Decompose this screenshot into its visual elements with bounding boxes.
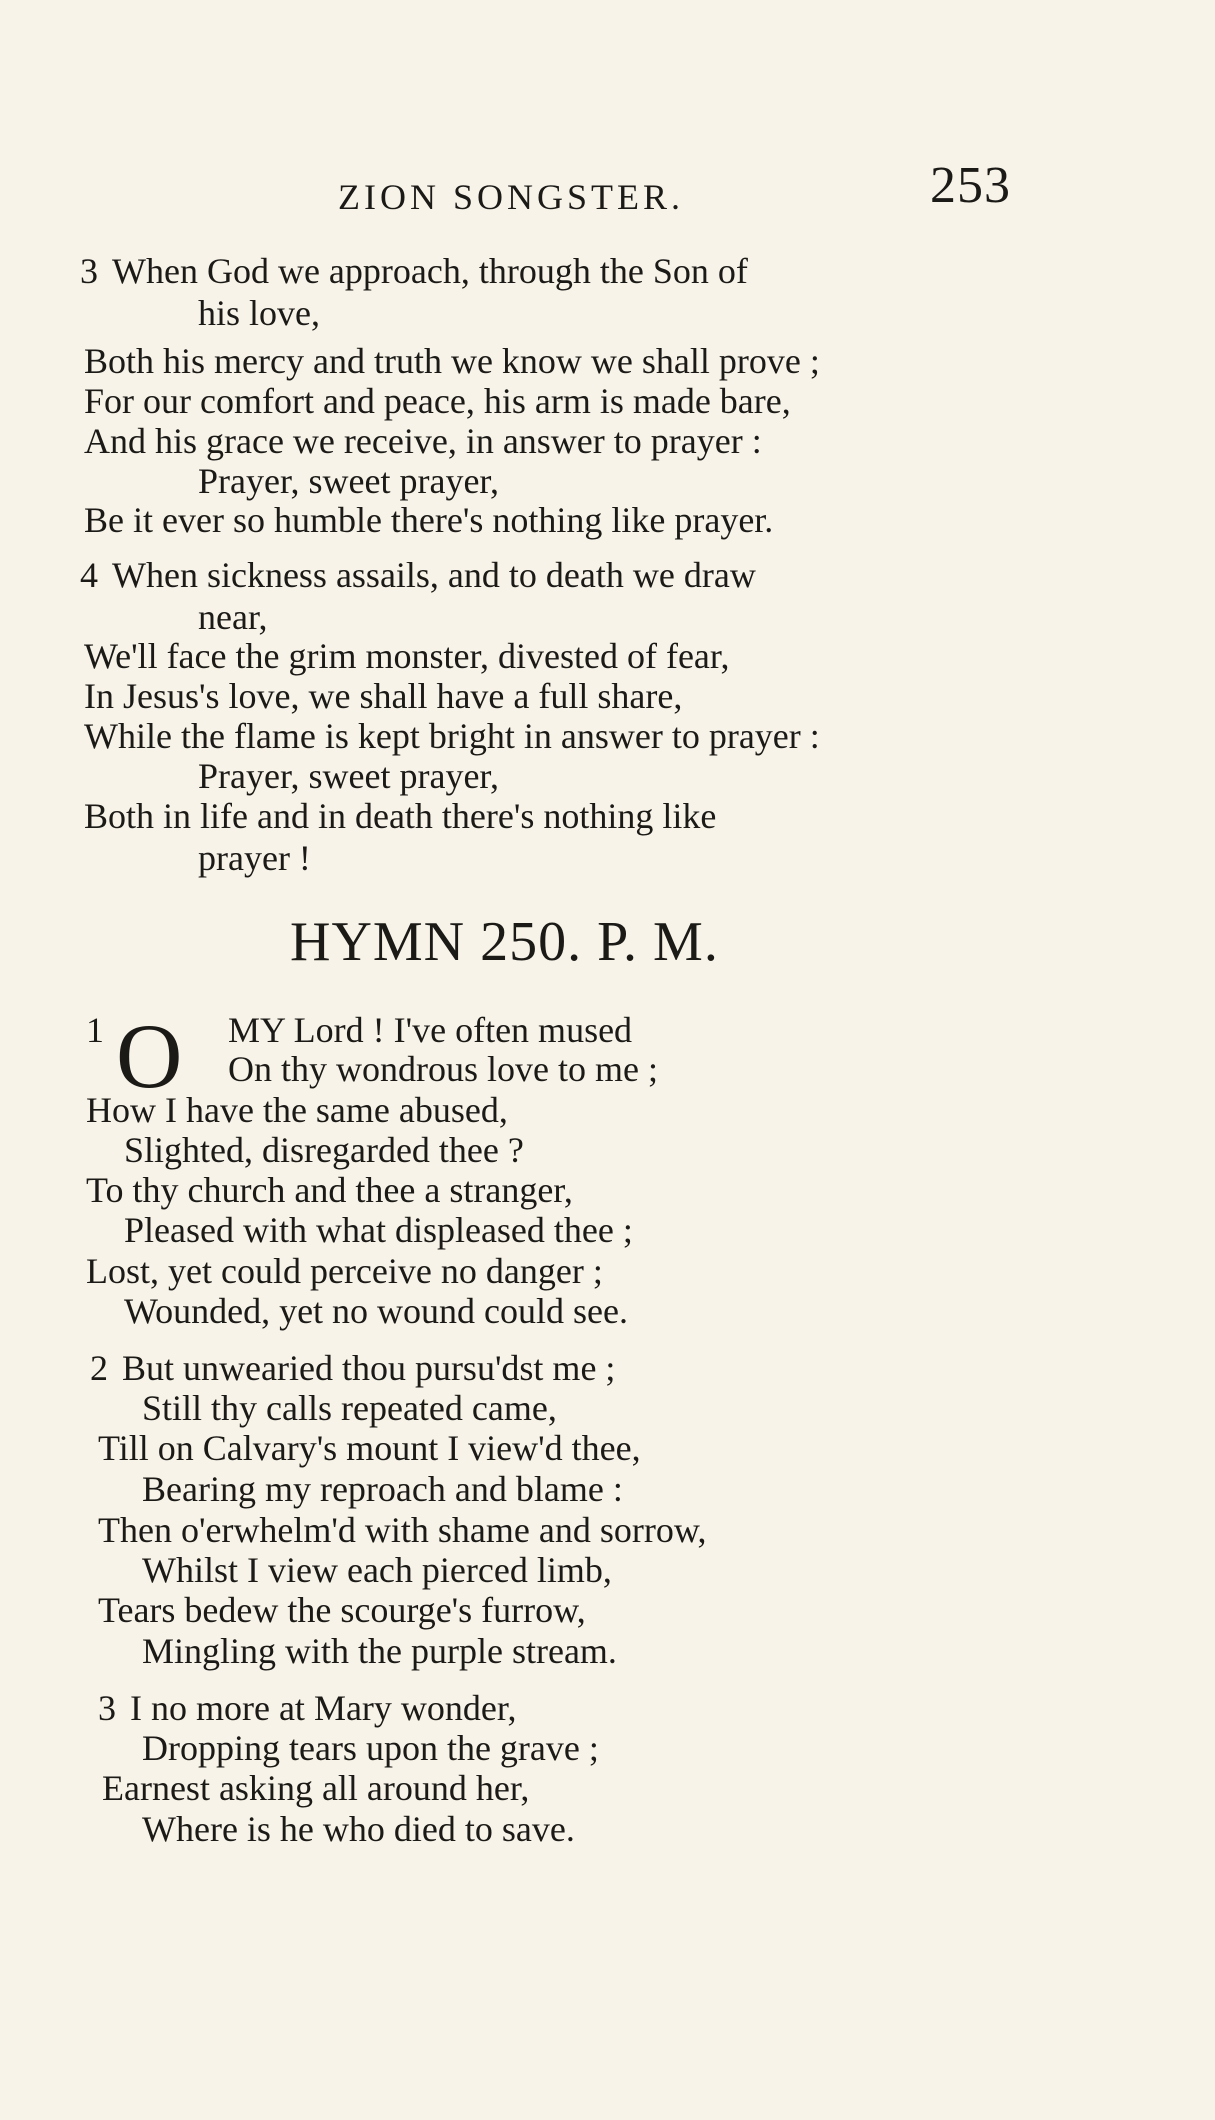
- stanza-line: Dropping tears upon the grave ;: [142, 1728, 599, 1768]
- stanza-line: While the flame is kept bright in answer to prayer :: [84, 716, 820, 756]
- hymn-heading: HYMN 250. P. M.: [290, 911, 719, 973]
- stanza-line: Be it ever so humble there's nothing like prayer.: [84, 500, 774, 540]
- stanza-line: 4 When sickness assails, and to death we draw: [80, 555, 756, 595]
- verse-number: 3: [80, 251, 98, 291]
- stanza-line: Lost, yet could perceive no danger ;: [86, 1251, 603, 1291]
- stanza-line: And his grace we receive, in answer to prayer :: [84, 421, 762, 461]
- stanza-line: Earnest asking all around her,: [102, 1768, 530, 1808]
- stanza-line: Both in life and in death there's nothing like: [84, 796, 717, 836]
- stanza-line: his love,: [198, 293, 320, 333]
- verse-number: 4: [80, 555, 98, 595]
- page-number: 253: [930, 157, 1011, 214]
- stanza-line: Pleased with what displeased thee ;: [124, 1210, 633, 1250]
- stanza-line: MY Lord ! I've often mused: [228, 1010, 633, 1050]
- stanza-line: Then o'erwhelm'd with shame and sorrow,: [98, 1510, 707, 1550]
- stanza-line: To thy church and thee a stranger,: [86, 1170, 573, 1210]
- verse-number: 2: [90, 1348, 108, 1388]
- stanza-line: Wounded, yet no wound could see.: [124, 1291, 628, 1331]
- stanza-line: Mingling with the purple stream.: [142, 1631, 617, 1671]
- stanza-line: 2 But unwearied thou pursu'dst me ;: [90, 1348, 616, 1388]
- drop-cap: O: [116, 1005, 183, 1107]
- stanza-line: Prayer, sweet prayer,: [198, 461, 499, 501]
- stanza-line: Whilst I view each pierced limb,: [142, 1550, 612, 1590]
- stanza-line: Bearing my reproach and blame :: [142, 1469, 623, 1509]
- stanza-line: 3 When God we approach, through the Son of: [80, 251, 748, 291]
- stanza-line: 3 I no more at Mary wonder,: [98, 1688, 517, 1728]
- stanza-line: near,: [198, 597, 268, 637]
- stanza-line: Both his mercy and truth we know we shall prove ;: [84, 341, 820, 381]
- stanza-line: For our comfort and peace, his arm is made bare,: [84, 381, 791, 421]
- verse-number: 3: [98, 1688, 116, 1728]
- stanza-line: Still thy calls repeated came,: [142, 1388, 557, 1428]
- stanza-line: prayer !: [198, 838, 311, 878]
- page-header: [0, 150, 1215, 220]
- stanza-line: Prayer, sweet prayer,: [198, 756, 499, 796]
- stanza-line: How I have the same abused,: [86, 1090, 508, 1130]
- stanza-line: Till on Calvary's mount I view'd thee,: [98, 1428, 641, 1468]
- stanza-line: Tears bedew the scourge's furrow,: [98, 1590, 586, 1630]
- stanza-line: Where is he who died to save.: [142, 1809, 575, 1849]
- stanza-line: Slighted, disregarded thee ?: [124, 1130, 524, 1170]
- stanza-line: On thy wondrous love to me ;: [228, 1049, 658, 1089]
- verse-number: 1: [86, 1010, 104, 1050]
- stanza-line: In Jesus's love, we shall have a full share,: [84, 676, 683, 716]
- stanza-line: We'll face the grim monster, divested of fear,: [84, 636, 730, 676]
- running-title: ZION SONGSTER.: [338, 177, 685, 217]
